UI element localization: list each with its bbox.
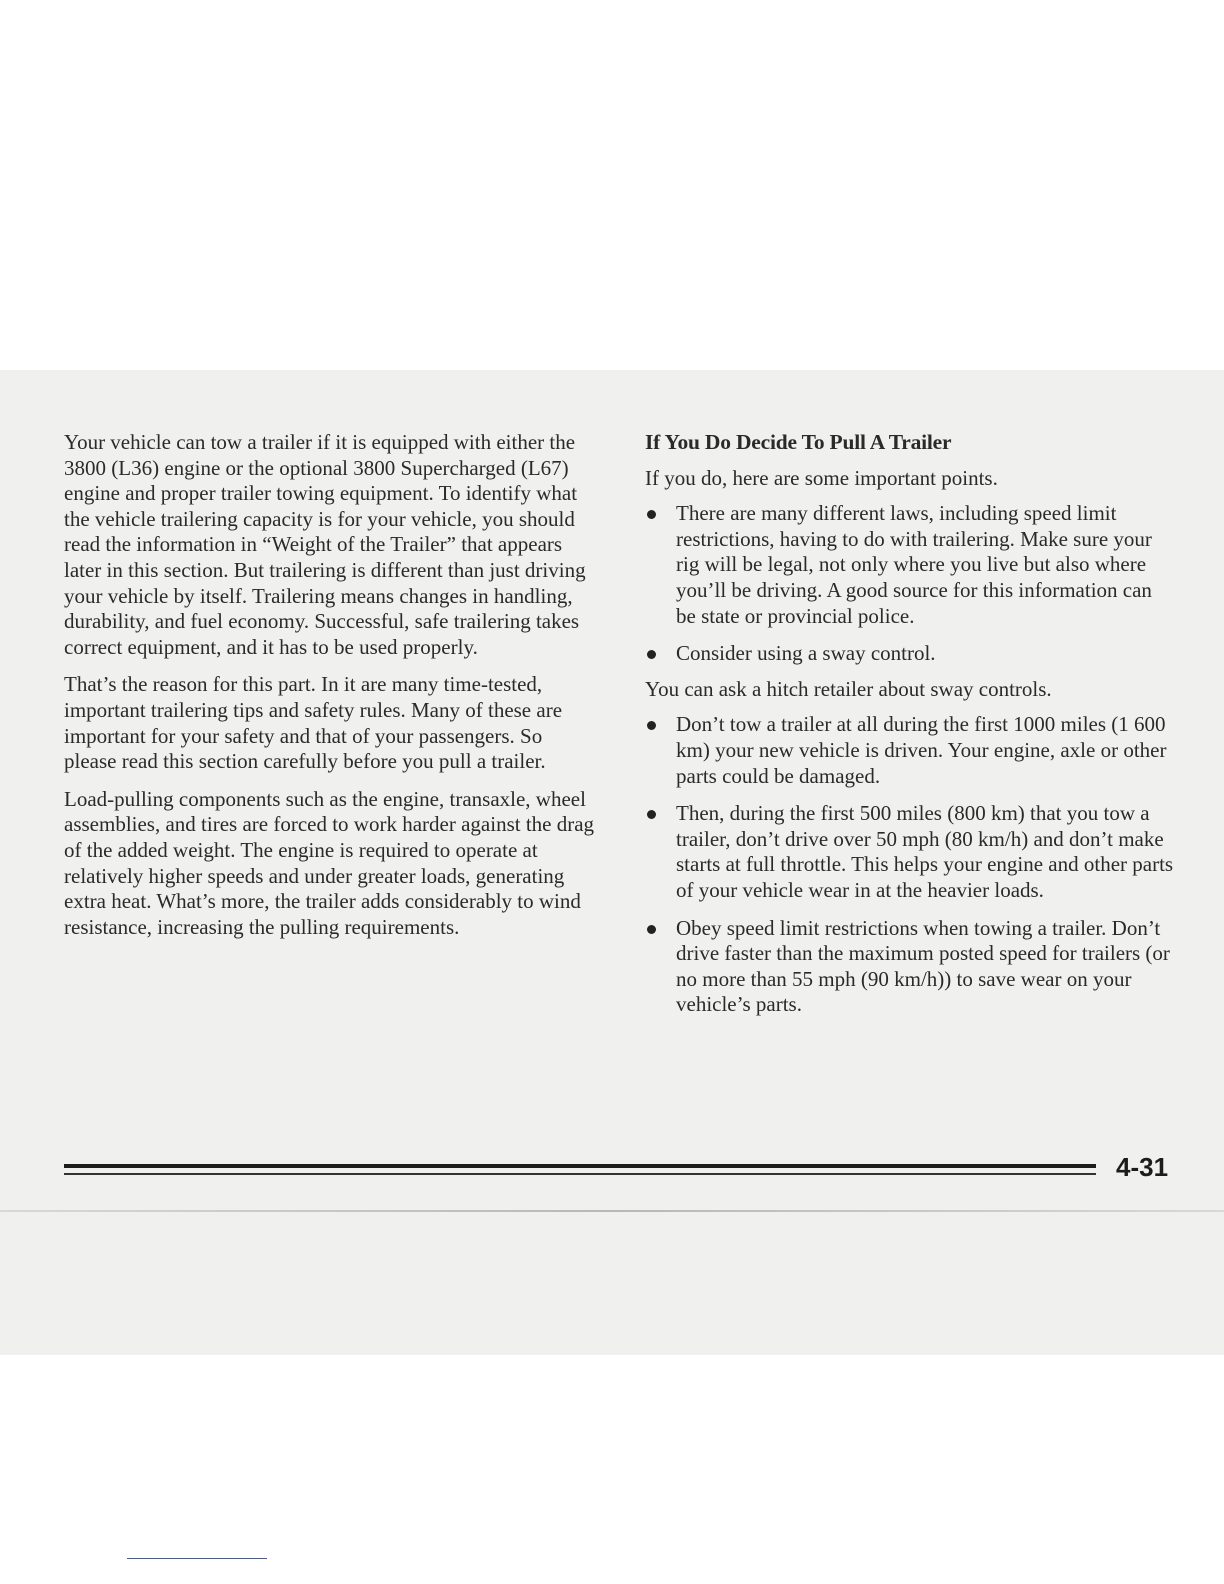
scan-edge-line <box>0 1210 1224 1212</box>
right-column <box>645 430 1175 1030</box>
bullet-icon <box>647 925 656 934</box>
list-item <box>645 501 1175 629</box>
page-number: 4-31 <box>1116 1152 1169 1182</box>
list-item-text: Consider using a sway control. <box>676 641 936 666</box>
bullet-list <box>645 712 1175 1018</box>
footer-rule-thin <box>64 1173 1096 1175</box>
list-item-text: There are many different laws, including speed limit restrictions, having to do with trailering. Make sure your rig will be legal, not only where you live but also where you’ll be driving. A good source for this information can be state or provincial police. <box>676 501 1152 628</box>
list-item <box>645 801 1175 903</box>
body-paragraph: You can ask a hitch retailer about sway controls. <box>645 676 1052 701</box>
body-paragraph: That’s the reason for this part. In it are many time-tested, important trailering tips and safety rules. Many of these are important for your safety and that of your passengers. So please read this section carefully before you pull a trailer. <box>64 672 563 774</box>
bullet-icon <box>647 650 656 659</box>
bottom-underline <box>127 1558 267 1559</box>
list-item <box>645 916 1175 1018</box>
body-paragraph: Load-pulling components such as the engine, transaxle, wheel assemblies, and tires are forced to work harder against the drag of the added weight. The engine is required to operate at relatively higher speeds and under greater loads, generating extra heat. What’s more, the trailer adds considerably to wind resistance, increasing the pulling requirements. <box>64 786 595 939</box>
list-item <box>645 712 1175 789</box>
intro-paragraph: If you do, here are some important points. <box>645 465 998 490</box>
list-item <box>645 641 1175 667</box>
list-item-text: Don’t tow a trailer at all during the first 1000 miles (1 600 km) your new vehicle is driven. Your engine, axle or other parts could be damaged. <box>676 712 1167 788</box>
body-paragraph: Your vehicle can tow a trailer if it is equipped with either the 3800 (L36) engine or the optional 3800 Supercharged (L67) engine and proper trailer towing equipment. To identify what the vehicle trailering capacity is for your vehicle, you should read the information in “Weight of the Trailer” that appears later in this section. But trailering is different than just driving your vehicle by itself. Trailering means changes in handling, durability, and fuel economy. Successful, safe trailering takes correct equipment, and it has to be used properly. <box>64 430 586 659</box>
left-column <box>64 430 598 952</box>
section-heading: If You Do Decide To Pull A Trailer <box>645 430 952 454</box>
bullet-icon <box>647 510 656 519</box>
bullet-list <box>645 501 1175 667</box>
footer-rule-thick <box>64 1164 1096 1168</box>
list-item-text: Then, during the first 500 miles (800 km) that you tow a trailer, don’t drive over 50 mph (80 km/h) and don’t make starts at full throttle. This helps your engine and other parts of your vehicle wear in at the heavier loads. <box>676 801 1174 902</box>
list-item-text: Obey speed limit restrictions when towing a trailer. Don’t drive faster than the maximum posted speed for trailers (or no more than 55 mph (90 km/h)) to save wear on your vehicle’s parts. <box>676 915 1170 1017</box>
bullet-icon <box>647 721 656 730</box>
bullet-icon <box>647 810 656 819</box>
